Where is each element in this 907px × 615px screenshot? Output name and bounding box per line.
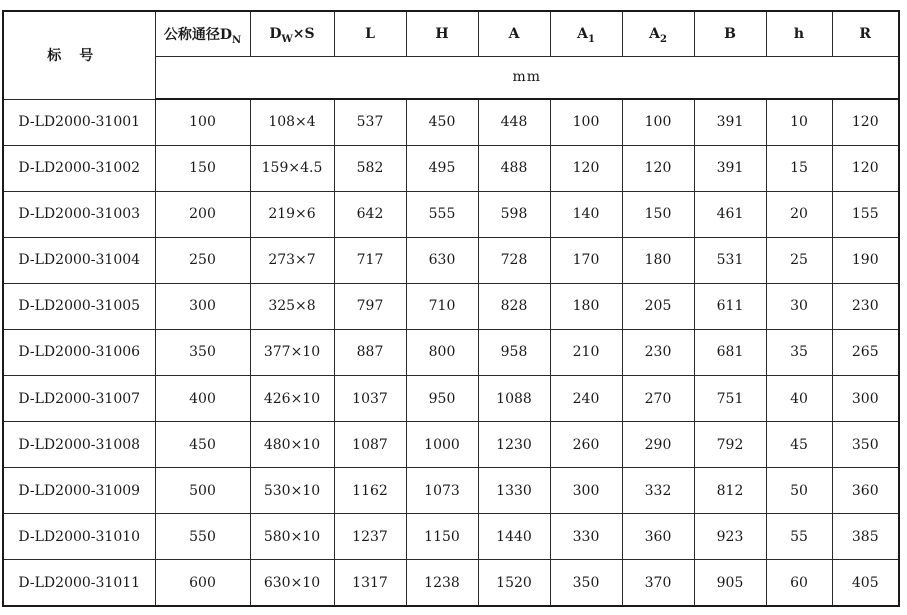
cell-h-lower: 45	[766, 422, 832, 468]
cell-a: 1330	[478, 468, 550, 514]
cell-a2: 150	[622, 191, 694, 237]
cell-b: 391	[694, 99, 766, 145]
cell-code: D-LD2000-31008	[3, 422, 155, 468]
cell-dw-s: 108×4	[250, 99, 334, 145]
cell-h-upper: 555	[406, 191, 478, 237]
cell-nominal-diameter: 100	[155, 99, 250, 145]
table-row	[3, 560, 899, 606]
cell-code: D-LD2000-31002	[3, 145, 155, 191]
cell-h-lower: 55	[766, 514, 832, 560]
cell-dw-s: 377×10	[250, 329, 334, 375]
cell-code: D-LD2000-31011	[3, 560, 155, 606]
cell-a2: 332	[622, 468, 694, 514]
spec-table-sheet	[2, 10, 898, 607]
header-dw-s: $D_W\times S$	[250, 11, 334, 56]
cell-l: 797	[334, 283, 406, 329]
cell-h-upper: 1238	[406, 560, 478, 606]
cell-h-lower: 35	[766, 329, 832, 375]
table-row	[3, 237, 899, 283]
cell-a: 1520	[478, 560, 550, 606]
cell-b: 681	[694, 329, 766, 375]
cell-r: 120	[832, 99, 899, 145]
cell-a: 958	[478, 329, 550, 375]
cell-h-upper: 800	[406, 329, 478, 375]
cell-r: 190	[832, 237, 899, 283]
cell-nominal-diameter: 500	[155, 468, 250, 514]
cell-r: 300	[832, 375, 899, 421]
cell-dw-s: 219×6	[250, 191, 334, 237]
cell-dw-s: 325×8	[250, 283, 334, 329]
cell-a2: 100	[622, 99, 694, 145]
cell-h-upper: 1073	[406, 468, 478, 514]
cell-l: 1317	[334, 560, 406, 606]
cell-l: 642	[334, 191, 406, 237]
cell-a2: 360	[622, 514, 694, 560]
cell-code: D-LD2000-31001	[3, 99, 155, 145]
cell-dw-s: 530×10	[250, 468, 334, 514]
cell-l: 1162	[334, 468, 406, 514]
cell-l: 1237	[334, 514, 406, 560]
cell-a1: 260	[550, 422, 622, 468]
table-row	[3, 375, 899, 421]
cell-h-upper: 950	[406, 375, 478, 421]
cell-code: D-LD2000-31005	[3, 283, 155, 329]
cell-h-upper: 450	[406, 99, 478, 145]
cell-a2: 230	[622, 329, 694, 375]
header-a2: $A_2$	[622, 11, 694, 56]
cell-dw-s: 159×4.5	[250, 145, 334, 191]
cell-b: 923	[694, 514, 766, 560]
cell-a: 1440	[478, 514, 550, 560]
cell-dw-s: 480×10	[250, 422, 334, 468]
cell-code: D-LD2000-31009	[3, 468, 155, 514]
table-row	[3, 145, 899, 191]
cell-a1: 180	[550, 283, 622, 329]
units-label: mm	[155, 56, 899, 99]
cell-a1: 170	[550, 237, 622, 283]
table-row	[3, 99, 899, 145]
cell-a2: 370	[622, 560, 694, 606]
cell-a2: 180	[622, 237, 694, 283]
table-body	[3, 99, 899, 606]
cell-a2: 120	[622, 145, 694, 191]
cell-nominal-diameter: 350	[155, 329, 250, 375]
cell-b: 461	[694, 191, 766, 237]
cell-code: D-LD2000-31010	[3, 514, 155, 560]
cell-a1: 120	[550, 145, 622, 191]
cell-a: 448	[478, 99, 550, 145]
cell-b: 792	[694, 422, 766, 468]
cell-b: 905	[694, 560, 766, 606]
header-h-upper: H	[406, 11, 478, 56]
cell-l: 537	[334, 99, 406, 145]
cell-h-lower: 60	[766, 560, 832, 606]
cell-a1: 210	[550, 329, 622, 375]
header-r: R	[832, 11, 899, 56]
cell-nominal-diameter: 200	[155, 191, 250, 237]
cell-r: 155	[832, 191, 899, 237]
header-row	[3, 11, 899, 56]
dimension-table	[2, 10, 900, 607]
header-nominal-diameter: 公称通径$D_N$	[155, 11, 250, 56]
cell-a: 828	[478, 283, 550, 329]
cell-r: 360	[832, 468, 899, 514]
header-b: B	[694, 11, 766, 56]
cell-h-lower: 20	[766, 191, 832, 237]
cell-b: 611	[694, 283, 766, 329]
cell-h-upper: 710	[406, 283, 478, 329]
cell-nominal-diameter: 300	[155, 283, 250, 329]
cell-r: 265	[832, 329, 899, 375]
cell-a: 488	[478, 145, 550, 191]
cell-h-upper: 630	[406, 237, 478, 283]
cell-code: D-LD2000-31006	[3, 329, 155, 375]
cell-nominal-diameter: 150	[155, 145, 250, 191]
cell-a1: 350	[550, 560, 622, 606]
header-mark: 标号	[3, 11, 155, 99]
cell-a1: 240	[550, 375, 622, 421]
cell-r: 405	[832, 560, 899, 606]
cell-a: 728	[478, 237, 550, 283]
cell-h-lower: 30	[766, 283, 832, 329]
cell-h-lower: 10	[766, 99, 832, 145]
cell-a: 598	[478, 191, 550, 237]
cell-code: D-LD2000-31004	[3, 237, 155, 283]
cell-code: D-LD2000-31007	[3, 375, 155, 421]
header-l: L	[334, 11, 406, 56]
table-row	[3, 191, 899, 237]
cell-r: 385	[832, 514, 899, 560]
cell-a1: 330	[550, 514, 622, 560]
cell-dw-s: 580×10	[250, 514, 334, 560]
cell-dw-s: 273×7	[250, 237, 334, 283]
cell-nominal-diameter: 550	[155, 514, 250, 560]
cell-r: 120	[832, 145, 899, 191]
cell-a: 1088	[478, 375, 550, 421]
table-row	[3, 514, 899, 560]
table-row	[3, 283, 899, 329]
table-row	[3, 329, 899, 375]
cell-nominal-diameter: 400	[155, 375, 250, 421]
header-h-lower: h	[766, 11, 832, 56]
cell-a2: 205	[622, 283, 694, 329]
cell-r: 350	[832, 422, 899, 468]
table-row	[3, 422, 899, 468]
cell-dw-s: 426×10	[250, 375, 334, 421]
cell-nominal-diameter: 250	[155, 237, 250, 283]
cell-l: 582	[334, 145, 406, 191]
cell-h-upper: 1000	[406, 422, 478, 468]
cell-l: 717	[334, 237, 406, 283]
header-a: A	[478, 11, 550, 56]
table-row	[3, 468, 899, 514]
cell-h-lower: 40	[766, 375, 832, 421]
cell-h-upper: 1150	[406, 514, 478, 560]
cell-dw-s: 630×10	[250, 560, 334, 606]
cell-l: 1037	[334, 375, 406, 421]
cell-a2: 270	[622, 375, 694, 421]
cell-a: 1230	[478, 422, 550, 468]
cell-l: 1087	[334, 422, 406, 468]
cell-b: 391	[694, 145, 766, 191]
header-a1: $A_1$	[550, 11, 622, 56]
cell-h-lower: 25	[766, 237, 832, 283]
cell-a1: 140	[550, 191, 622, 237]
cell-a1: 100	[550, 99, 622, 145]
cell-r: 230	[832, 283, 899, 329]
cell-b: 531	[694, 237, 766, 283]
cell-h-lower: 15	[766, 145, 832, 191]
cell-b: 812	[694, 468, 766, 514]
cell-b: 751	[694, 375, 766, 421]
cell-a1: 300	[550, 468, 622, 514]
cell-a2: 290	[622, 422, 694, 468]
cell-h-lower: 50	[766, 468, 832, 514]
cell-nominal-diameter: 450	[155, 422, 250, 468]
cell-h-upper: 495	[406, 145, 478, 191]
cell-nominal-diameter: 600	[155, 560, 250, 606]
cell-l: 887	[334, 329, 406, 375]
cell-code: D-LD2000-31003	[3, 191, 155, 237]
